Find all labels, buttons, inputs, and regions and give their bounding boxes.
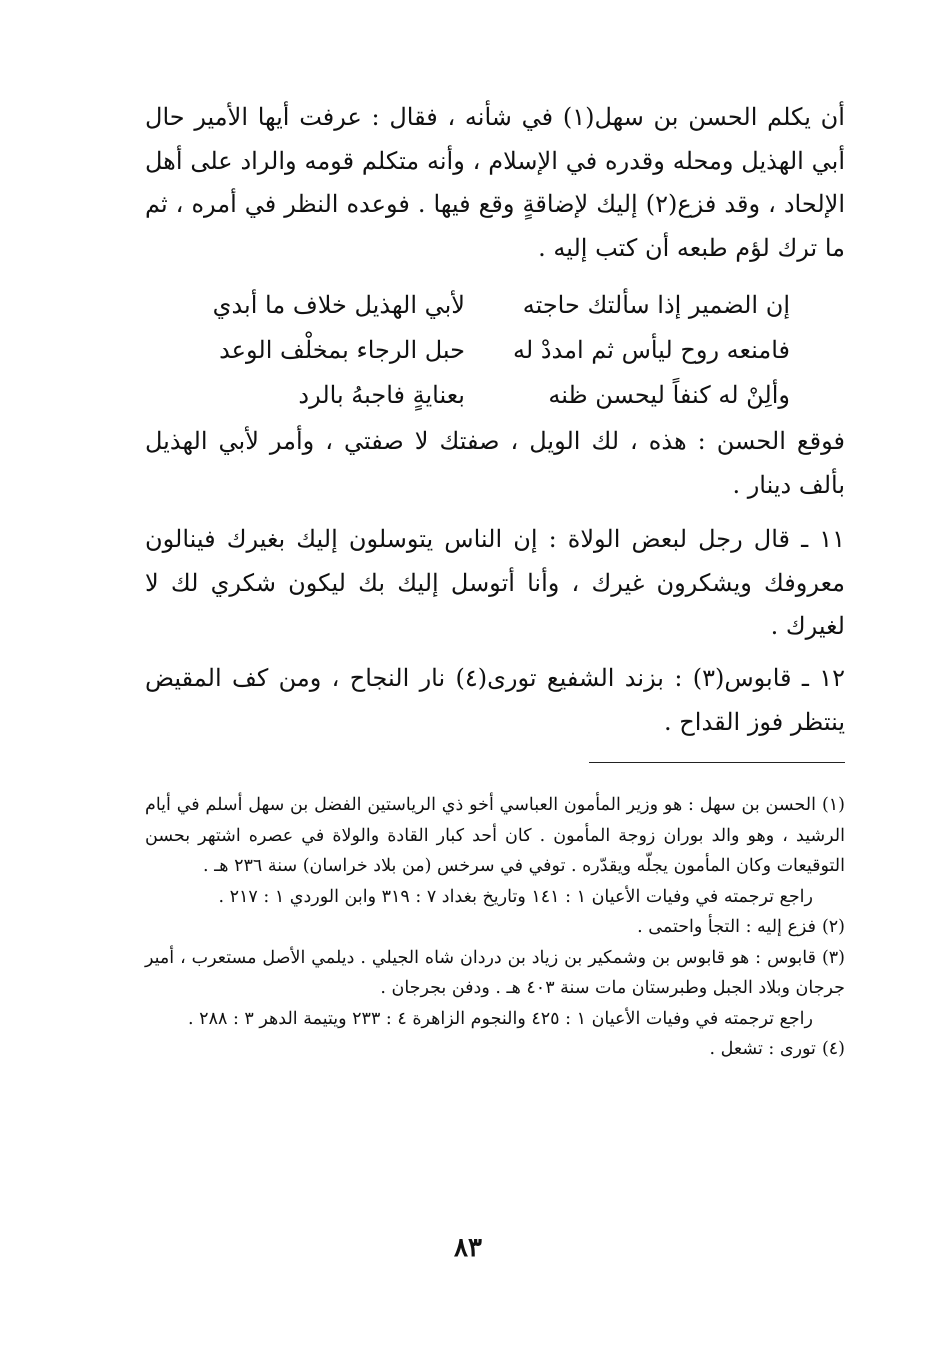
footnote-number: (٢) <box>821 917 845 937</box>
footnote-2 <box>145 912 845 943</box>
footnote-3-reference: راجع ترجمته في وفيات الأعيان ١ : ٤٢٥ والنجوم الزاهرة ٤ : ٢٣٣ ويتيمة الدهر ٣ : ٢٨٨ . <box>188 1008 813 1029</box>
poem-hemistich-second: لأبي الهذيل خلاف ما أبدي <box>212 291 465 319</box>
footnote-4 <box>145 1034 845 1065</box>
page-number: ٨٣ <box>454 1233 482 1263</box>
poem <box>190 283 790 418</box>
footnote-1-reference: راجع ترجمته في وفيات الأعيان ١ : ١٤١ وتاريخ بغداد ٧ : ٣١٩ وابن الوردي ١ : ٢١٧ . <box>218 886 813 907</box>
poem-hemistich-second: بعنايةٍ فاجبهُ بالرد <box>298 381 465 409</box>
paragraph-item-12: ١٢ ـ قابوس(٣) : بزند الشفيع تورى(٤) نار النجاح ، ومن كف المقيض ينتظر فوز القداح . <box>145 664 846 736</box>
poem-hemistich-second: حبل الرجاء بمخلْف الوعد <box>219 336 465 364</box>
footnote-number: (٣) <box>821 947 845 968</box>
footnote-text: تورى : تشعل . <box>709 1039 816 1059</box>
footnotes <box>145 790 845 1065</box>
footnote-text: فزع إليه : التجأ واحتمى . <box>637 917 816 937</box>
poem-verse <box>190 373 790 418</box>
footnote-number: (١) <box>821 795 845 815</box>
footnote-text: قابوس : هو قابوس بن وشمكير بن زياد بن دردان شاه الجيلي . ديلمي الأصل مستعرب ، أمير جرجان وبلاد الجبل وطبرستان مات سنة ٤٠٣ هـ . ودفن بجرجان . <box>145 947 845 998</box>
footnote-3 <box>145 943 845 1004</box>
footnote-text: الحسن بن سهل : هو وزير المأمون العباسي أخو ذي الرياستين الفضل بن سهل أسلم في أيام الرشيد ، وهو والد بوران زوجة المأمون . كان أحد كبار القادة والولاة في عصره اشتهر بحسن التوقيعات وكان المأمون يجلّه ويقدّره . توفي في سرخس (من بلاد خراسان) سنة ٢٣٦ هـ . <box>145 795 845 876</box>
footnote-separator <box>589 762 845 763</box>
paragraph-intro: أن يكلم الحسن بن سهل(١) في شأنه ، فقال : عرفت أيها الأمير حال أبي الهذيل ومحله وقدره في الإسلام ، وأنه متكلم قومه والراد على أهل الإلحاد ، وقد فزع(٢) إليك لإضاقةٍ وقع فيها . فوعده النظر في أمره ، ثم ما ترك لؤم طبعه أن كتب إليه . <box>145 103 846 262</box>
paragraph-item-11: ١١ ـ قال رجل لبعض الولاة : إن الناس يتوسلون إليك بغيرك فينالون معروفك ويشكرون غيرك ، وأنا أتوسل إليك بك ليكون شكري لك لا لغيرك . <box>145 525 845 640</box>
poem-verse <box>190 283 790 328</box>
footnote-number: (٤) <box>821 1039 845 1059</box>
paragraph-response: فوقع الحسن : هذه ، لك الويل ، صفتك لا صفتي ، وأمر لأبي الهذيل بألف دينار . <box>145 427 845 499</box>
poem-verse <box>190 328 790 373</box>
poem-hemistich-first: إن الضمير إذا سألتك حاجته <box>522 291 790 319</box>
poem-hemistich-first: فامنعه روح ليأس ثم امددْ له <box>513 336 790 364</box>
poem-hemistich-first: وألِنْ له كنفاً ليحسن ظنه <box>548 381 790 409</box>
footnote-1 <box>145 790 845 882</box>
